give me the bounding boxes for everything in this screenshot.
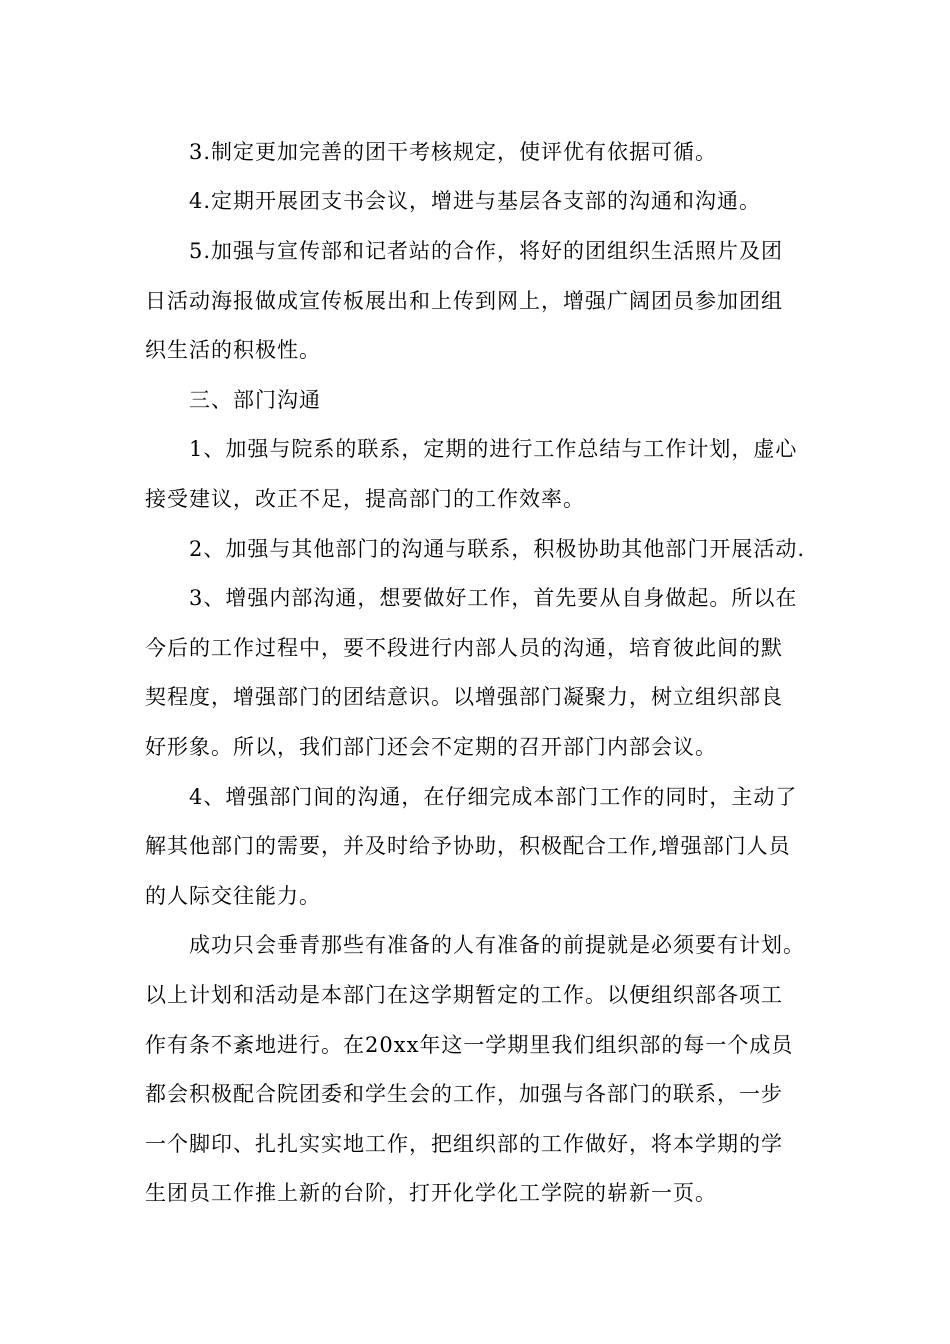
text-line: 3、增强内部沟通，想要做好工作，首先要从自身做起。所以在 <box>189 586 798 610</box>
text-line: 织生活的积极性。 <box>145 338 321 362</box>
text-line: 契程度，增强部门的团结意识。以增强部门凝聚力，树立组织部良 <box>145 685 783 709</box>
text-line: 成功只会垂青那些有准备的人有准备的前提就是必须要有计划。 <box>189 933 805 957</box>
text-line: 的人际交往能力。 <box>145 884 321 908</box>
text-line: 1、加强与院系的联系，定期的进行工作总结与工作计划，虚心 <box>189 437 798 461</box>
text-line: 日活动海报做成宣传板展出和上传到网上，增强广阔团员参加团组 <box>145 289 783 313</box>
text-line: 2、加强与其他部门的沟通与联系，积极协助其他部门开展活动. <box>189 537 806 561</box>
text-line: 好形象。所以，我们部门还会不定期的召开部门内部会议。 <box>145 735 717 759</box>
text-line: 都会积极配合院团委和学生会的工作，加强与各部门的联系，一步 <box>145 1082 783 1106</box>
text-line: 3.制定更加完善的团干考核规定，使评优有依据可循。 <box>189 140 718 164</box>
section-heading: 三、部门沟通 <box>189 388 321 412</box>
text-line: 作有条不紊地进行。在20xx年这一学期里我们组织部的每一个成员 <box>145 1033 794 1057</box>
text-line: 接受建议，改正不足，提高部门的工作效率。 <box>145 487 585 511</box>
text-line: 解其他部门的需要，并及时给予协助，积极配合工作,增强部门人员 <box>145 834 791 858</box>
text-line: 生团员工作推上新的台阶，打开化学化工学院的崭新一页。 <box>145 1181 717 1205</box>
text-line: 以上计划和活动是本部门在这学期暂定的工作。以便组织部各项工 <box>145 983 783 1007</box>
text-line: 一个脚印、扎扎实实地工作，把组织部的工作做好，将本学期的学 <box>145 1132 783 1156</box>
text-line: 4.定期开展团支书会议，增进与基层各支部的沟通和沟通。 <box>189 189 762 213</box>
text-line: 今后的工作过程中，要不段进行内部人员的沟通，培育彼此间的默 <box>145 636 783 660</box>
text-line: 4、增强部门间的沟通，在仔细完成本部门工作的同时，主动了 <box>189 785 798 809</box>
text-line: 5.加强与宣传部和记者站的合作，将好的团组织生活照片及团 <box>189 239 784 263</box>
